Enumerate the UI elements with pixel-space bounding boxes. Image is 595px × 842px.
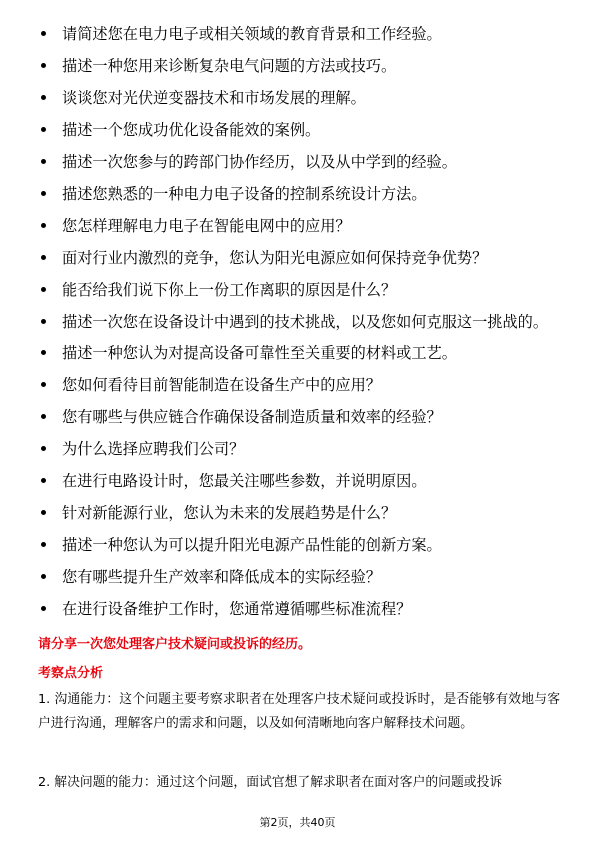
- analysis-point-communication: 1. 沟通能力：这个问题主要考察求职者在处理客户技术疑问或投诉时，是否能够有效地与客户进行沟通，理解客户的需求和问题，以及如何清晰地向客户解释技术问题。: [38, 692, 560, 731]
- list-item: 描述您熟悉的一种电力电子设备的控制系统设计方法。: [38, 184, 558, 204]
- list-item: 谈谈您对光伏逆变器技术和市场发展的理解。: [38, 88, 558, 108]
- list-item: 描述一个您成功优化设备能效的案例。: [38, 120, 558, 140]
- list-item: 描述一次您在设备设计中遇到的技术挑战，以及您如何克服这一挑战的。: [38, 312, 558, 332]
- list-item: 面对行业内激烈的竞争，您认为阳光电源应如何保持竞争优势？: [38, 248, 558, 268]
- list-item: 针对新能源行业，您认为未来的发展趋势是什么？: [38, 503, 558, 523]
- list-item: 您如何看待目前智能制造在设备生产中的应用？: [38, 375, 558, 395]
- list-item: 请简述您在电力电子或相关领域的教育背景和工作经验。: [38, 24, 558, 44]
- list-item: 描述一种您认为对提高设备可靠性至关重要的材料或工艺。: [38, 343, 558, 363]
- list-item: 能否给我们说下你上一份工作离职的原因是什么？: [38, 280, 558, 300]
- analysis-point-problem-solving: 2. 解决问题的能力：通过这个问题，面试官想了解求职者在面对客户的问题或投诉: [38, 775, 503, 790]
- list-item: 在进行电路设计时，您最关注哪些参数，并说明原因。: [38, 471, 558, 491]
- list-item: 为什么选择应聘我们公司？: [38, 439, 558, 459]
- list-item: 您怎样理解电力电子在智能电网中的应用？: [38, 216, 558, 236]
- page-number: 第2页，共40页: [259, 816, 336, 829]
- list-item: 在进行设备维护工作时，您通常遵循哪些标准流程？: [38, 599, 558, 619]
- list-item: 您有哪些与供应链合作确保设备制造质量和效率的经验？: [38, 407, 558, 427]
- list-item: 您有哪些提升生产效率和降低成本的实际经验？: [38, 567, 558, 587]
- featured-question: 请分享一次您处理客户技术疑问或投诉的经历。: [38, 637, 312, 652]
- list-item: 描述一种您用来诊断复杂电气问题的方法或技巧。: [38, 56, 558, 76]
- question-list: [38, 24, 558, 631]
- list-item: 描述一次您参与的跨部门协作经历，以及从中学到的经验。: [38, 152, 558, 172]
- analysis-heading: 考察点分析: [38, 666, 104, 681]
- list-item: 描述一种您认为可以提升阳光电源产品性能的创新方案。: [38, 535, 558, 555]
